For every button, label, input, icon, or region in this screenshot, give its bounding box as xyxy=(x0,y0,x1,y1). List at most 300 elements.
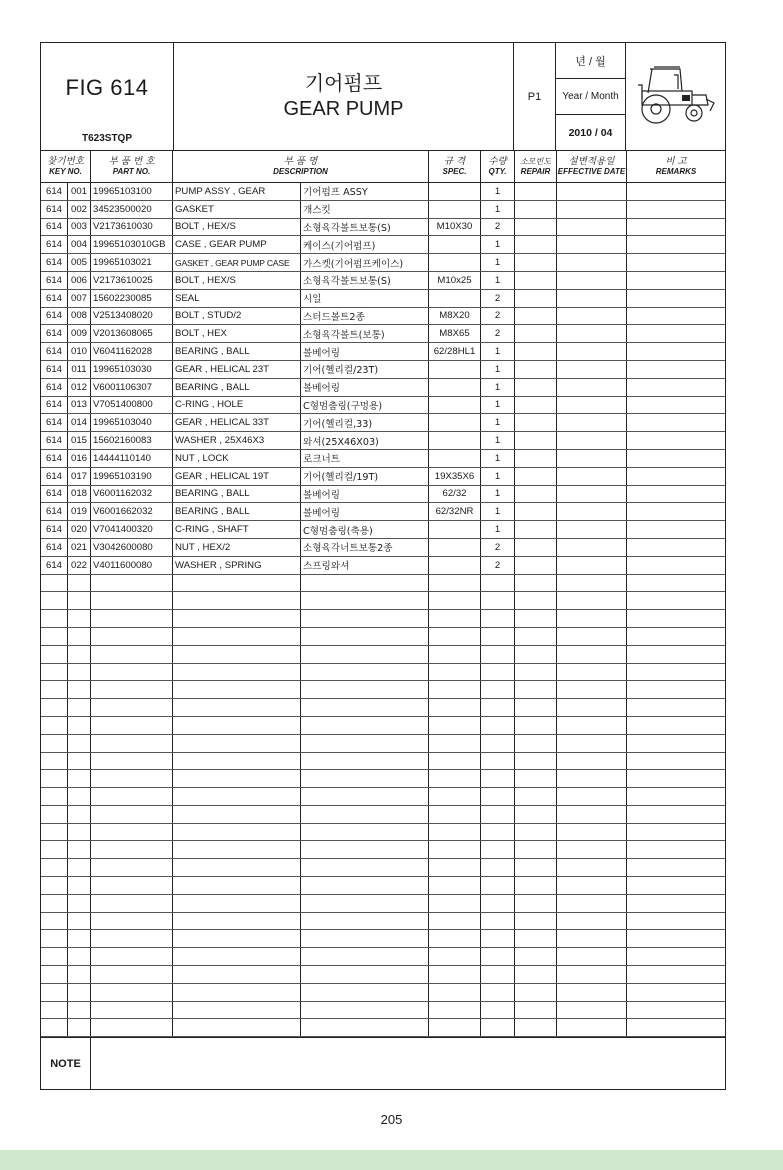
cell-key-no xyxy=(68,699,91,716)
cell-effective-date xyxy=(557,361,627,378)
page-number: 205 xyxy=(380,1112,403,1127)
cell-qty xyxy=(481,717,515,734)
cell-key-no: 009 xyxy=(68,325,91,342)
cell-qty: 1 xyxy=(481,272,515,289)
table-row xyxy=(41,539,725,557)
cell-description-ko: 기어(헬리컬,33) xyxy=(301,414,429,431)
col-part: 부 품 번 호 PART NO. xyxy=(91,151,173,182)
cell-effective-date xyxy=(557,930,627,947)
cell-qty: 2 xyxy=(481,219,515,236)
cell-repair xyxy=(515,966,557,983)
cell-spec xyxy=(429,450,481,467)
cell-remarks xyxy=(627,913,725,930)
cell-effective-date xyxy=(557,824,627,841)
cell-remarks xyxy=(627,557,725,574)
cell-spec: M8X20 xyxy=(429,308,481,325)
cell-key-no xyxy=(68,592,91,609)
cell-spec xyxy=(429,290,481,307)
cell-spec xyxy=(429,361,481,378)
title-korean: 기어펌프 xyxy=(304,70,383,95)
cell-qty: 1 xyxy=(481,468,515,485)
cell-effective-date xyxy=(557,1019,627,1036)
cell-qty xyxy=(481,788,515,805)
cell-key-no: 004 xyxy=(68,236,91,253)
cell-part-no xyxy=(91,984,173,1001)
cell-repair xyxy=(515,895,557,912)
cell-spec xyxy=(429,859,481,876)
cell-key-no: 003 xyxy=(68,219,91,236)
cell-description-en xyxy=(173,1002,301,1019)
cell-repair xyxy=(515,183,557,200)
cell-description-ko xyxy=(301,841,429,858)
cell-description-ko xyxy=(301,592,429,609)
cell-figure xyxy=(41,824,68,841)
cell-repair xyxy=(515,930,557,947)
title-box xyxy=(174,43,514,150)
cell-qty xyxy=(481,859,515,876)
cell-spec xyxy=(429,806,481,823)
cell-description-ko xyxy=(301,930,429,947)
cell-spec xyxy=(429,254,481,271)
cell-description-ko xyxy=(301,877,429,894)
table-row xyxy=(41,824,725,842)
cell-figure xyxy=(41,664,68,681)
cell-qty: 2 xyxy=(481,290,515,307)
table-row xyxy=(41,201,725,219)
cell-part-no: V4011600080 xyxy=(91,557,173,574)
cell-description-en: BEARING , BALL xyxy=(173,343,301,360)
cell-description-ko: 볼베어링 xyxy=(301,486,429,503)
cell-part-no xyxy=(91,841,173,858)
cell-part-no xyxy=(91,966,173,983)
cell-description-ko xyxy=(301,646,429,663)
cell-effective-date xyxy=(557,984,627,1001)
cell-part-no: 19965103100 xyxy=(91,183,173,200)
cell-effective-date xyxy=(557,592,627,609)
cell-figure xyxy=(41,948,68,965)
cell-repair xyxy=(515,735,557,752)
table-row xyxy=(41,503,725,521)
cell-qty: 2 xyxy=(481,557,515,574)
table-row xyxy=(41,788,725,806)
table-row xyxy=(41,468,725,486)
cell-figure xyxy=(41,717,68,734)
cell-spec xyxy=(429,735,481,752)
cell-description-en: GEAR , HELICAL 23T xyxy=(173,361,301,378)
cell-description-en: WASHER , SPRING xyxy=(173,557,301,574)
cell-repair xyxy=(515,646,557,663)
cell-description-en: C-RING , SHAFT xyxy=(173,521,301,538)
cell-effective-date xyxy=(557,539,627,556)
cell-description-en: BOLT , HEX/S xyxy=(173,272,301,289)
cell-figure xyxy=(41,895,68,912)
cell-spec xyxy=(429,841,481,858)
cell-effective-date xyxy=(557,379,627,396)
cell-figure xyxy=(41,930,68,947)
table-row xyxy=(41,664,725,682)
cell-part-no xyxy=(91,770,173,787)
cell-repair xyxy=(515,254,557,271)
cell-figure xyxy=(41,984,68,1001)
cell-remarks xyxy=(627,414,725,431)
cell-remarks xyxy=(627,966,725,983)
col-key: 찾기번호 KEY NO. xyxy=(41,151,91,182)
cell-figure: 614 xyxy=(41,343,68,360)
cell-remarks xyxy=(627,432,725,449)
year-month-english: Year / Month xyxy=(556,79,625,115)
cell-figure: 614 xyxy=(41,450,68,467)
table-row xyxy=(41,717,725,735)
cell-effective-date xyxy=(557,1002,627,1019)
cell-figure: 614 xyxy=(41,379,68,396)
cell-remarks xyxy=(627,397,725,414)
cell-repair xyxy=(515,681,557,698)
cell-repair xyxy=(515,539,557,556)
cell-description-ko: 소형육각볼트보통(S) xyxy=(301,272,429,289)
note-body xyxy=(91,1038,725,1089)
cell-key-no: 020 xyxy=(68,521,91,538)
cell-spec xyxy=(429,236,481,253)
cell-effective-date xyxy=(557,770,627,787)
cell-description-en xyxy=(173,735,301,752)
cell-remarks xyxy=(627,735,725,752)
cell-key-no: 021 xyxy=(68,539,91,556)
cell-qty: 1 xyxy=(481,450,515,467)
cell-part-no: V6001162032 xyxy=(91,486,173,503)
cell-description-en xyxy=(173,753,301,770)
col-effective-date: 설변적용일 EFFECTIVE DATE xyxy=(557,151,627,182)
cell-description-ko xyxy=(301,735,429,752)
cell-remarks xyxy=(627,699,725,716)
cell-qty xyxy=(481,948,515,965)
cell-part-no xyxy=(91,1019,173,1036)
cell-remarks xyxy=(627,628,725,645)
cell-repair xyxy=(515,770,557,787)
cell-figure xyxy=(41,913,68,930)
cell-effective-date xyxy=(557,646,627,663)
col-spec: 규 격 SPEC. xyxy=(429,151,481,182)
table-row xyxy=(41,432,725,450)
table-row xyxy=(41,308,725,326)
cell-part-no: V6001106307 xyxy=(91,379,173,396)
cell-remarks xyxy=(627,948,725,965)
cell-qty xyxy=(481,984,515,1001)
cell-part-no xyxy=(91,877,173,894)
cell-effective-date xyxy=(557,450,627,467)
page-footer-band xyxy=(0,1150,783,1170)
cell-spec: 62/32NR xyxy=(429,503,481,520)
note-label: NOTE xyxy=(41,1038,91,1089)
cell-repair xyxy=(515,717,557,734)
cell-figure: 614 xyxy=(41,557,68,574)
cell-figure xyxy=(41,699,68,716)
cell-effective-date xyxy=(557,664,627,681)
cell-spec xyxy=(429,948,481,965)
cell-qty xyxy=(481,1002,515,1019)
cell-key-no xyxy=(68,806,91,823)
cell-description-en xyxy=(173,717,301,734)
cell-description-ko: 스터드볼트2종 xyxy=(301,308,429,325)
table-row xyxy=(41,486,725,504)
cell-repair xyxy=(515,325,557,342)
cell-remarks xyxy=(627,1002,725,1019)
table-row xyxy=(41,681,725,699)
cell-part-no: V7051400800 xyxy=(91,397,173,414)
cell-remarks xyxy=(627,1019,725,1036)
cell-spec: 62/28HL1 xyxy=(429,343,481,360)
cell-description-ko: 로크너트 xyxy=(301,450,429,467)
cell-remarks xyxy=(627,717,725,734)
cell-repair xyxy=(515,1019,557,1036)
table-row xyxy=(41,290,725,308)
cell-effective-date xyxy=(557,236,627,253)
cell-effective-date xyxy=(557,414,627,431)
cell-description-en xyxy=(173,913,301,930)
cell-effective-date xyxy=(557,859,627,876)
cell-description-en xyxy=(173,824,301,841)
cell-remarks xyxy=(627,236,725,253)
cell-description-en: CASE , GEAR PUMP xyxy=(173,236,301,253)
cell-description-ko xyxy=(301,859,429,876)
figure-number: FIG 614 xyxy=(65,75,149,100)
table-row xyxy=(41,254,725,272)
cell-description-en xyxy=(173,930,301,947)
cell-description-ko xyxy=(301,664,429,681)
table-row xyxy=(41,592,725,610)
cell-qty xyxy=(481,664,515,681)
cell-key-no: 013 xyxy=(68,397,91,414)
table-row xyxy=(41,414,725,432)
cell-qty xyxy=(481,575,515,592)
cell-figure xyxy=(41,877,68,894)
cell-description-ko xyxy=(301,966,429,983)
cell-effective-date xyxy=(557,575,627,592)
cell-figure xyxy=(41,806,68,823)
cell-description-en xyxy=(173,575,301,592)
table-row xyxy=(41,361,725,379)
cell-description-ko xyxy=(301,699,429,716)
cell-part-no xyxy=(91,895,173,912)
cell-repair xyxy=(515,343,557,360)
cell-key-no xyxy=(68,575,91,592)
cell-remarks xyxy=(627,325,725,342)
cell-effective-date xyxy=(557,308,627,325)
cell-description-ko: 가스켓(기어펌프케이스) xyxy=(301,254,429,271)
cell-qty xyxy=(481,877,515,894)
cell-remarks xyxy=(627,753,725,770)
cell-description-en xyxy=(173,646,301,663)
cell-key-no xyxy=(68,788,91,805)
cell-qty: 1 xyxy=(481,201,515,218)
cell-spec xyxy=(429,592,481,609)
cell-remarks xyxy=(627,610,725,627)
cell-key-no xyxy=(68,930,91,947)
cell-effective-date xyxy=(557,325,627,342)
cell-description-en xyxy=(173,592,301,609)
cell-figure xyxy=(41,966,68,983)
cell-effective-date xyxy=(557,183,627,200)
cell-effective-date xyxy=(557,432,627,449)
cell-description-en xyxy=(173,859,301,876)
cell-description-en xyxy=(173,841,301,858)
cell-repair xyxy=(515,503,557,520)
cell-key-no xyxy=(68,770,91,787)
cell-effective-date xyxy=(557,806,627,823)
cell-remarks xyxy=(627,183,725,200)
cell-figure: 614 xyxy=(41,414,68,431)
cell-spec xyxy=(429,681,481,698)
cell-effective-date xyxy=(557,681,627,698)
cell-qty xyxy=(481,966,515,983)
table-row xyxy=(41,646,725,664)
cell-description-en: GEAR , HELICAL 19T xyxy=(173,468,301,485)
table-row xyxy=(41,1019,725,1037)
cell-effective-date xyxy=(557,717,627,734)
note-section xyxy=(41,1037,725,1089)
cell-key-no xyxy=(68,610,91,627)
cell-remarks xyxy=(627,539,725,556)
cell-spec xyxy=(429,414,481,431)
cell-remarks xyxy=(627,824,725,841)
cell-qty xyxy=(481,646,515,663)
cell-remarks xyxy=(627,788,725,805)
cell-spec: 19X35X6 xyxy=(429,468,481,485)
cell-part-no xyxy=(91,824,173,841)
cell-repair xyxy=(515,486,557,503)
cell-description-en xyxy=(173,895,301,912)
cell-description-en: GASKET xyxy=(173,201,301,218)
table-row xyxy=(41,841,725,859)
table-row xyxy=(41,699,725,717)
table-row xyxy=(41,806,725,824)
table-row xyxy=(41,948,725,966)
cell-spec xyxy=(429,877,481,894)
cell-description-en xyxy=(173,699,301,716)
cell-spec: M10X30 xyxy=(429,219,481,236)
cell-remarks xyxy=(627,450,725,467)
cell-repair xyxy=(515,841,557,858)
cell-key-no: 005 xyxy=(68,254,91,271)
cell-effective-date xyxy=(557,610,627,627)
cell-part-no xyxy=(91,930,173,947)
cell-description-ko xyxy=(301,753,429,770)
table-row xyxy=(41,272,725,290)
cell-description-en xyxy=(173,788,301,805)
cell-remarks xyxy=(627,503,725,520)
cell-figure xyxy=(41,1019,68,1036)
cell-key-no: 016 xyxy=(68,450,91,467)
table-row xyxy=(41,859,725,877)
title-english: GEAR PUMP xyxy=(283,97,404,120)
cell-effective-date xyxy=(557,254,627,271)
year-month-korean: 년 / 월 xyxy=(556,43,625,79)
cell-qty xyxy=(481,841,515,858)
cell-remarks xyxy=(627,361,725,378)
sheet-header xyxy=(41,43,725,151)
cell-description-en xyxy=(173,664,301,681)
cell-description-en: NUT , HEX/2 xyxy=(173,539,301,556)
cell-description-en: NUT , LOCK xyxy=(173,450,301,467)
cell-key-no: 010 xyxy=(68,343,91,360)
cell-figure xyxy=(41,735,68,752)
cell-description-en xyxy=(173,681,301,698)
cell-figure: 614 xyxy=(41,397,68,414)
cell-key-no xyxy=(68,717,91,734)
cell-figure xyxy=(41,770,68,787)
cell-repair xyxy=(515,308,557,325)
cell-figure xyxy=(41,628,68,645)
cell-key-no: 002 xyxy=(68,201,91,218)
cell-figure: 614 xyxy=(41,432,68,449)
cell-part-no: 19965103030 xyxy=(91,361,173,378)
cell-spec xyxy=(429,575,481,592)
cell-qty xyxy=(481,913,515,930)
table-row xyxy=(41,895,725,913)
cell-part-no: 19965103190 xyxy=(91,468,173,485)
cell-remarks xyxy=(627,592,725,609)
cell-figure: 614 xyxy=(41,272,68,289)
cell-part-no xyxy=(91,859,173,876)
cell-qty xyxy=(481,753,515,770)
cell-part-no xyxy=(91,1002,173,1019)
cell-key-no: 022 xyxy=(68,557,91,574)
cell-effective-date xyxy=(557,788,627,805)
cell-part-no: 19965103040 xyxy=(91,414,173,431)
cell-description-ko xyxy=(301,681,429,698)
cell-spec xyxy=(429,966,481,983)
date-box xyxy=(556,43,626,150)
cell-key-no: 018 xyxy=(68,486,91,503)
cell-qty xyxy=(481,592,515,609)
cell-figure xyxy=(41,681,68,698)
cell-description-en xyxy=(173,628,301,645)
cell-effective-date xyxy=(557,948,627,965)
cell-qty xyxy=(481,930,515,947)
cell-key-no xyxy=(68,895,91,912)
cell-qty: 1 xyxy=(481,432,515,449)
cell-description-ko: 기어(헬리컬/19T) xyxy=(301,468,429,485)
cell-description-ko xyxy=(301,895,429,912)
cell-description-en xyxy=(173,966,301,983)
cell-figure: 614 xyxy=(41,503,68,520)
cell-spec xyxy=(429,1019,481,1036)
cell-spec xyxy=(429,183,481,200)
cell-figure xyxy=(41,610,68,627)
cell-key-no xyxy=(68,824,91,841)
cell-qty xyxy=(481,1019,515,1036)
table-row xyxy=(41,379,725,397)
cell-key-no: 012 xyxy=(68,379,91,396)
cell-repair xyxy=(515,859,557,876)
cell-figure: 614 xyxy=(41,183,68,200)
cell-part-no: V6001662032 xyxy=(91,503,173,520)
cell-spec: 62/32 xyxy=(429,486,481,503)
cell-repair xyxy=(515,236,557,253)
cell-repair xyxy=(515,948,557,965)
cell-part-no xyxy=(91,664,173,681)
tractor-icon xyxy=(626,43,725,150)
cell-key-no xyxy=(68,948,91,965)
cell-qty xyxy=(481,681,515,698)
table-row xyxy=(41,450,725,468)
parts-sheet xyxy=(40,42,726,1090)
cell-remarks xyxy=(627,806,725,823)
cell-part-no xyxy=(91,913,173,930)
table-row xyxy=(41,770,725,788)
cell-key-no xyxy=(68,859,91,876)
cell-part-no: 19965103010GB xyxy=(91,236,173,253)
cell-description-en: BEARING , BALL xyxy=(173,486,301,503)
